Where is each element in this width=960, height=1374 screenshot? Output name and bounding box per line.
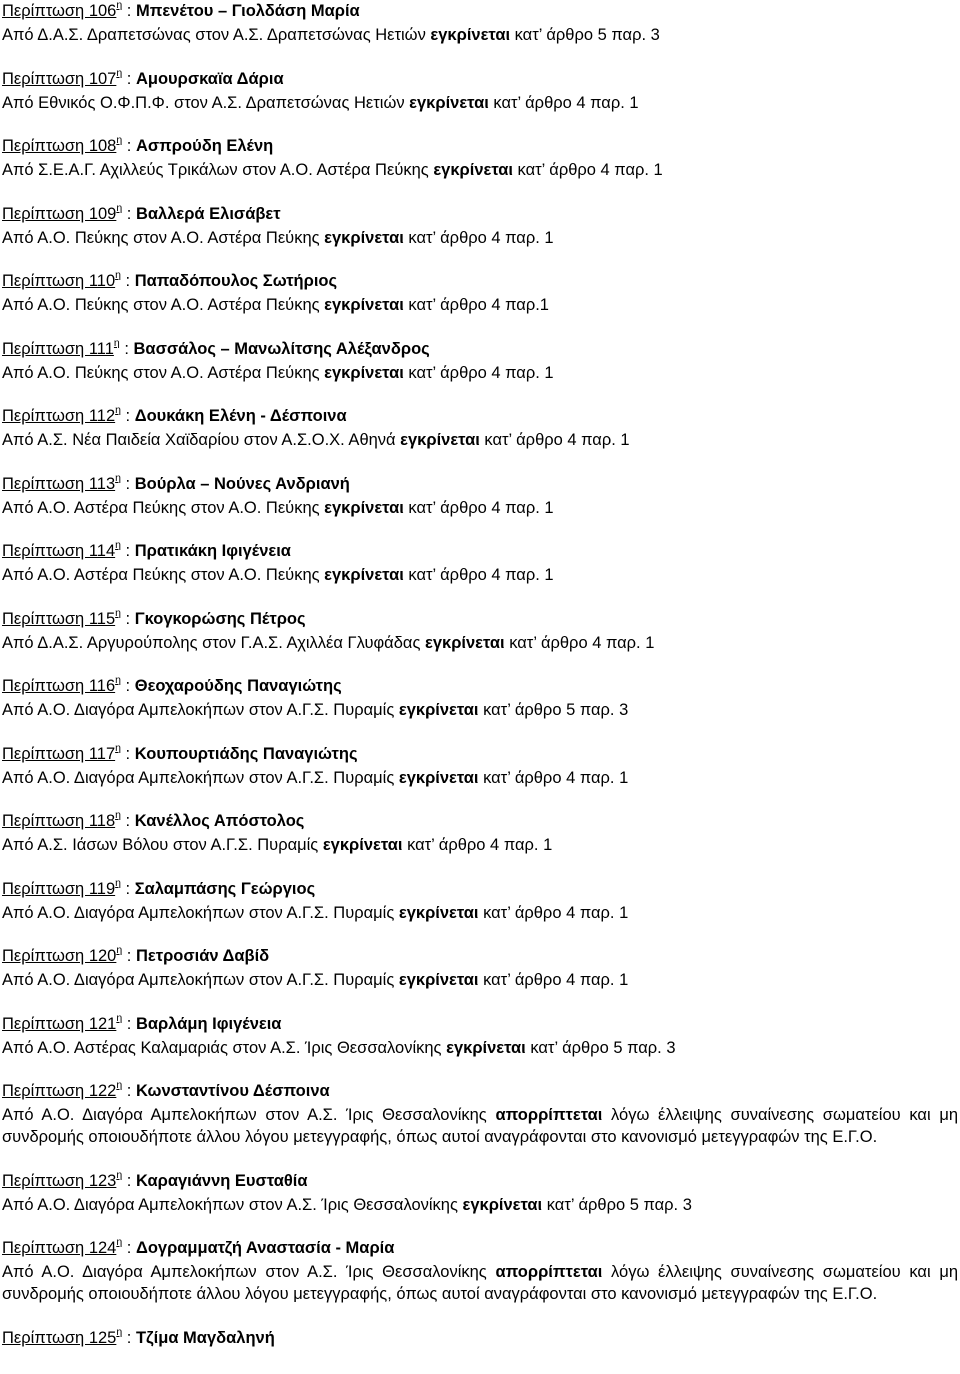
case-number: Περίπτωση 119 [2, 879, 116, 898]
ordinal-suffix: η [115, 404, 121, 416]
case-number: Περίπτωση 116 [2, 677, 116, 695]
case-decision [2, 1104, 958, 1148]
case-number: Περίπτωση 122 [2, 1082, 117, 1100]
case-decision [2, 227, 958, 249]
decision-details: κατ’ άρθρο 4 παρ. 1 [478, 903, 629, 922]
case-entry [2, 540, 958, 586]
case-entry [2, 203, 958, 249]
ordinal-suffix: η [115, 876, 121, 889]
case-heading [2, 743, 958, 767]
case-heading [2, 405, 958, 429]
case-decision [2, 497, 958, 519]
athlete-name: Δογραμματζή Αναστασία - Μαρία [135, 1239, 395, 1257]
case-decision [2, 902, 958, 924]
case-entry [2, 270, 958, 316]
decision-details: κατ’ άρθρο 4 παρ. 1 [403, 228, 554, 247]
athlete-name: Βαρλάμη Ιφιγένεια [135, 1014, 282, 1033]
ordinal-suffix: η [113, 336, 120, 349]
case-heading [2, 1013, 958, 1037]
case-number: Περίπτωση 108 [2, 137, 117, 155]
case-decision [2, 969, 958, 991]
case-heading [2, 473, 958, 497]
case-heading [2, 203, 958, 227]
ordinal-suffix: η [115, 539, 121, 551]
decision-verdict: εγκρίνεται [324, 498, 404, 517]
transfer-route: Από Εθνικός Ο.Φ.Π.Φ. στον Α.Σ. Δραπετσώνας Ηετιών [2, 93, 410, 112]
decision-details: κατ’ άρθρο 5 παρ. 3 [510, 26, 660, 44]
transfer-route: Από Α.Σ. Ιάσων Βόλου στον Α.Γ.Σ. Πυραμίς [2, 836, 323, 854]
decision-verdict: εγκρίνεται [462, 1195, 543, 1214]
case-number: Περίπτωση 117 [2, 744, 116, 763]
decision-verdict: εγκρίνεται [424, 633, 505, 652]
decision-details: κατ’ άρθρο 5 παρ. 3 [525, 1038, 676, 1057]
transfer-route: Από Δ.Α.Σ. Δραπετσώνας στον Α.Σ. Δραπετσώνας Ηετιών [2, 26, 431, 44]
athlete-name: Σαλαμπάσης Γεώργιος [134, 879, 316, 898]
case-heading [2, 878, 958, 902]
separator: : [122, 2, 136, 20]
athlete-name: Ασπρούδη Ελένη [135, 137, 274, 155]
case-heading [2, 945, 958, 969]
decision-details: κατ’ άρθρο 5 παρ. 3 [478, 701, 629, 719]
case-number: Περίπτωση 111 [2, 339, 114, 358]
case-decision [2, 699, 958, 721]
ordinal-suffix: η [116, 1011, 123, 1024]
decision-verdict: εγκρίνεται [430, 26, 511, 44]
case-heading [2, 68, 958, 92]
ordinal-suffix: η [115, 741, 121, 754]
decision-verdict: εγκρίνεται [324, 566, 404, 584]
ordinal-suffix: η [116, 0, 123, 11]
case-entry [2, 68, 958, 114]
decision-details: κατ’ άρθρο 4 παρ. 1 [478, 971, 629, 989]
case-number: Περίπτωση 118 [2, 812, 116, 830]
decision-verdict: εγκρίνεται [398, 768, 479, 787]
case-decision [2, 92, 958, 114]
case-heading [2, 1327, 958, 1351]
decision-verdict: εγκρίνεται [433, 161, 513, 179]
case-entry [2, 945, 958, 991]
separator: : [120, 407, 135, 425]
separator: : [122, 69, 136, 88]
case-number: Περίπτωση 113 [2, 474, 116, 493]
transfer-route: Από Α.Σ. Νέα Παιδεία Χαϊδαρίου στον Α.Σ.Ο.Χ. Αθηνά [2, 431, 401, 449]
case-heading [2, 338, 958, 362]
case-number: Περίπτωση 107 [2, 69, 117, 88]
decision-verdict: εγκρίνεται [446, 1038, 526, 1057]
decision-verdict: απορρίπτεται [495, 1263, 603, 1281]
decision-verdict: εγκρίνεται [398, 903, 479, 922]
athlete-name: Πρατικάκη Ιφιγένεια [134, 542, 291, 560]
case-entry [2, 878, 958, 924]
decision-details: κατ’ άρθρο 4 παρ. 1 [478, 768, 629, 787]
case-entry [2, 810, 958, 856]
decision-verdict: εγκρίνεται [324, 296, 404, 314]
ordinal-suffix: η [115, 809, 121, 821]
case-number: Περίπτωση 123 [2, 1171, 117, 1190]
case-decision [2, 362, 958, 384]
transfer-route: Από Σ.Ε.Α.Γ. Αχιλλεύς Τρικάλων στον Α.Ο. Αστέρα Πεύκης [2, 161, 434, 179]
case-number: Περίπτωση 110 [2, 272, 116, 290]
case-decision [2, 1261, 958, 1305]
case-heading [2, 1237, 958, 1261]
case-entry [2, 1237, 958, 1305]
case-entry [2, 0, 958, 46]
athlete-name: Κωνσταντίνου Δέσποινα [135, 1082, 330, 1100]
decision-details: κατ’ άρθρο 4 παρ. 1 [402, 836, 553, 854]
decision-details: λόγω έλλειψης συναίνεσης σωματείου και μη συνδρομής οποιουδήποτε άλλου λόγου μετεγγραφής, όπως αυτοί αναγράφονται στο κανονισμό μετεγγραφών της Ε.Γ.Ο. [2, 1106, 959, 1146]
separator: : [120, 474, 135, 493]
transfer-route: Από Α.Ο. Διαγόρα Αμπελοκήπων στον Α.Σ. Ίρις Θεσσαλονίκης [2, 1263, 496, 1281]
ordinal-suffix: η [116, 944, 123, 956]
case-heading [2, 270, 958, 294]
ordinal-suffix: η [116, 1236, 123, 1248]
case-entry [2, 1327, 958, 1351]
separator: : [122, 1328, 136, 1347]
athlete-name: Μπενέτου – Γιολδάση Μαρία [135, 2, 360, 20]
separator: : [122, 1082, 136, 1100]
case-entry [2, 338, 958, 384]
case-number: Περίπτωση 125 [2, 1328, 117, 1347]
transfer-route: Από Δ.Α.Σ. Αργυρούπολης στον Γ.Α.Σ. Αχιλλέα Γλυφάδας [2, 633, 425, 652]
case-heading [2, 1170, 958, 1194]
ordinal-suffix: η [115, 606, 121, 619]
ordinal-suffix: η [116, 66, 123, 79]
transfer-route: Από Α.Ο. Πεύκης στον Α.Ο. Αστέρα Πεύκης [2, 363, 325, 382]
case-decision [2, 294, 958, 316]
case-heading [2, 810, 958, 834]
decision-details: κατ’ άρθρο 4 παρ.1 [403, 296, 549, 314]
decision-verdict: εγκρίνεται [398, 971, 479, 989]
case-entry [2, 608, 958, 654]
decision-details: κατ’ άρθρο 4 παρ. 1 [512, 161, 663, 179]
case-entry [2, 473, 958, 519]
separator: : [122, 1239, 136, 1257]
ordinal-suffix: η [115, 269, 121, 281]
decision-verdict: εγκρίνεται [324, 363, 404, 382]
case-heading [2, 608, 958, 632]
case-decision [2, 1194, 958, 1216]
athlete-name: Δουκάκη Ελένη - Δέσποινα [134, 407, 347, 425]
separator: : [122, 1171, 136, 1190]
case-entry [2, 743, 958, 789]
ordinal-suffix: η [116, 201, 123, 214]
case-entry [2, 1080, 958, 1148]
transfer-route: Από Α.Ο. Διαγόρα Αμπελοκήπων στον Α.Γ.Σ. Πυραμίς [2, 903, 399, 922]
separator: : [120, 272, 135, 290]
ordinal-suffix: η [116, 134, 123, 146]
case-entry [2, 1013, 958, 1059]
separator: : [120, 744, 135, 763]
separator: : [122, 947, 136, 965]
case-decision [2, 632, 958, 654]
ordinal-suffix: η [116, 1325, 123, 1338]
separator: : [119, 339, 134, 358]
athlete-name: Παπαδόπουλος Σωτήριος [134, 272, 338, 290]
decision-details: κατ’ άρθρο 4 παρ. 1 [479, 431, 630, 449]
ordinal-suffix: η [115, 674, 121, 686]
athlete-name: Τζίμα Μαγδαληνή [135, 1328, 275, 1347]
case-decision [2, 564, 958, 586]
separator: : [120, 677, 135, 695]
athlete-name: Κουπουρτιάδης Παναγιώτης [134, 744, 358, 763]
ordinal-suffix: η [115, 471, 121, 484]
case-decision [2, 24, 958, 46]
athlete-name: Κανέλλος Απόστολος [134, 812, 305, 830]
decision-verdict: απορρίπτεται [495, 1106, 603, 1124]
decision-verdict: εγκρίνεται [400, 431, 480, 449]
athlete-name: Βαλλερά Ελισάβετ [135, 204, 281, 223]
athlete-name: Θεοχαρούδης Παναγιώτης [134, 677, 342, 695]
case-number: Περίπτωση 121 [2, 1014, 117, 1033]
athlete-name: Αμουρσκαϊα Δάρια [135, 69, 284, 88]
case-entry [2, 405, 958, 451]
case-heading [2, 540, 958, 564]
case-number: Περίπτωση 106 [2, 2, 117, 20]
decision-details: κατ’ άρθρο 4 παρ. 1 [504, 633, 655, 652]
case-heading [2, 675, 958, 699]
separator: : [120, 542, 135, 560]
case-entry [2, 135, 958, 181]
separator: : [122, 204, 136, 223]
transfer-route: Από Α.Ο. Διαγόρα Αμπελοκήπων στον Α.Γ.Σ. Πυραμίς [2, 768, 399, 787]
athlete-name: Βούρλα – Νούνες Ανδριανή [134, 474, 350, 493]
case-decision [2, 159, 958, 181]
transfer-route: Από Α.Ο. Διαγόρα Αμπελοκήπων στον Α.Γ.Σ. Πυραμίς [2, 971, 399, 989]
ordinal-suffix: η [116, 1079, 123, 1091]
case-decision [2, 834, 958, 856]
transfer-route: Από Α.Ο. Πεύκης στον Α.Ο. Αστέρα Πεύκης [2, 228, 325, 247]
athlete-name: Πετροσιάν Δαβίδ [135, 947, 270, 965]
transfer-route: Από Α.Ο. Αστέρα Πεύκης στον Α.Ο. Πεύκης [2, 566, 325, 584]
transfer-route: Από Α.Ο. Πεύκης στον Α.Ο. Αστέρα Πεύκης [2, 296, 325, 314]
transfer-route: Από Α.Ο. Αστέρα Πεύκης στον Α.Ο. Πεύκης [2, 498, 325, 517]
separator: : [120, 879, 135, 898]
athlete-name: Καραγιάννη Ευσταθία [135, 1171, 308, 1190]
case-number: Περίπτωση 115 [2, 609, 116, 628]
separator: : [122, 137, 136, 155]
decision-verdict: εγκρίνεται [409, 93, 489, 112]
case-heading [2, 0, 958, 24]
transfer-route: Από Α.Ο. Διαγόρα Αμπελοκήπων στον Α.Σ. Ίρις Θεσσαλονίκης [2, 1195, 463, 1214]
decision-verdict: εγκρίνεται [324, 228, 404, 247]
athlete-name: Βασσάλος – Μανωλίτσης Αλέξανδρος [133, 339, 430, 358]
decision-verdict: εγκρίνεται [398, 701, 479, 719]
transfer-route: Από Α.Ο. Διαγόρα Αμπελοκήπων στον Α.Σ. Ίρις Θεσσαλονίκης [2, 1106, 496, 1124]
case-number: Περίπτωση 109 [2, 204, 117, 223]
case-decision [2, 429, 958, 451]
decision-details: λόγω έλλειψης συναίνεσης σωματείου και μη συνδρομής οποιουδήποτε άλλου λόγου μετεγγραφής, όπως αυτοί αναγράφονται στο κανονισμό μετεγγραφών της Ε.Γ.Ο. [2, 1263, 959, 1303]
decision-details: κατ’ άρθρο 4 παρ. 1 [403, 566, 554, 584]
decision-details: κατ’ άρθρο 4 παρ. 1 [403, 498, 554, 517]
case-number: Περίπτωση 114 [2, 542, 116, 560]
decision-details: κατ’ άρθρο 4 παρ. 1 [488, 93, 639, 112]
case-number: Περίπτωση 112 [2, 407, 116, 425]
decision-details: κατ’ άρθρο 4 παρ. 1 [403, 363, 554, 382]
transfer-route: Από Α.Ο. Διαγόρα Αμπελοκήπων στον Α.Γ.Σ. Πυραμίς [2, 701, 399, 719]
case-entry [2, 1170, 958, 1216]
case-decision [2, 767, 958, 789]
athlete-name: Γκογκορώσης Πέτρος [134, 609, 306, 628]
decision-verdict: εγκρίνεται [322, 836, 403, 854]
case-entry [2, 675, 958, 721]
separator: : [122, 1014, 136, 1033]
transfer-route: Από Α.Ο. Αστέρας Καλαμαριάς στον Α.Σ. Ίρις Θεσσαλονίκης [2, 1038, 447, 1057]
separator: : [120, 812, 135, 830]
case-decision [2, 1037, 958, 1059]
ordinal-suffix: η [116, 1168, 123, 1181]
case-heading [2, 1080, 958, 1104]
decision-details: κατ’ άρθρο 5 παρ. 3 [542, 1195, 692, 1214]
case-heading [2, 135, 958, 159]
case-number: Περίπτωση 124 [2, 1239, 117, 1257]
separator: : [120, 609, 135, 628]
case-number: Περίπτωση 120 [2, 947, 117, 965]
